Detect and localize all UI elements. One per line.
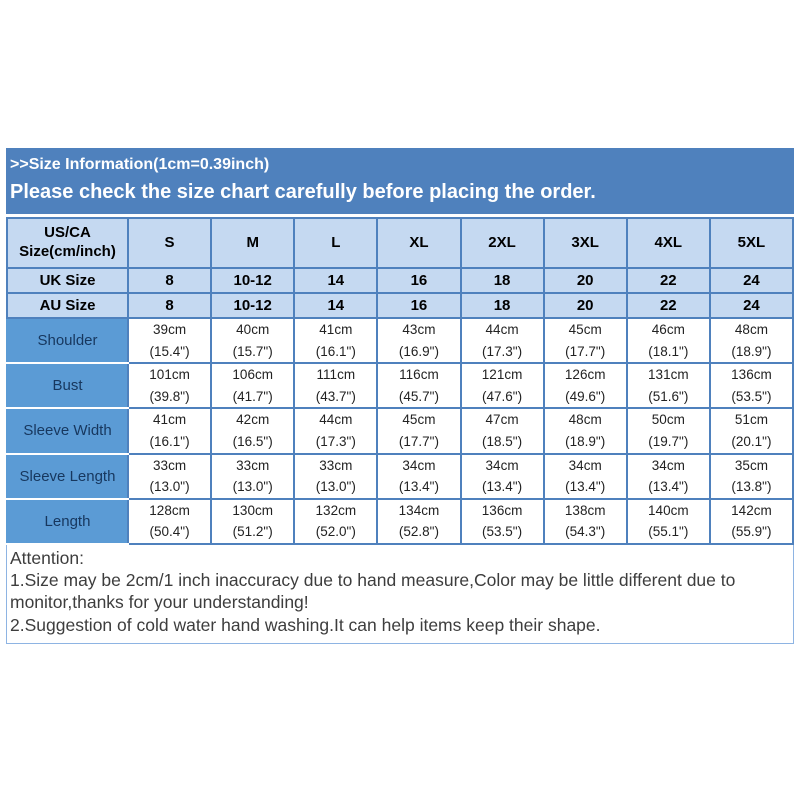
measure-cm-value: 101cm <box>149 367 190 383</box>
measure-cm-value: 51cm <box>734 412 768 428</box>
measure-inch-value: (16.1") <box>149 433 190 449</box>
size-row <box>7 268 793 293</box>
measure-inch-value: (51.6") <box>648 388 689 404</box>
measure-cm-value: 111cm <box>316 367 356 383</box>
measure-inch-value: (45.7") <box>398 388 439 404</box>
measure-row-label: Length <box>7 499 128 544</box>
measure-value-cell <box>377 408 460 453</box>
measure-value-cell <box>461 454 544 499</box>
measure-cm-value: 43cm <box>402 322 436 337</box>
measure-cm-value: 140cm <box>648 502 689 518</box>
measure-cm-value: 46cm <box>651 322 685 337</box>
corner-header-cell: US/CA Size(cm/inch) <box>7 218 128 268</box>
measure-cm-value: 47cm <box>485 412 519 428</box>
size-column-header: L <box>294 218 377 268</box>
measure-value-cell <box>128 363 211 408</box>
measure-value-cell <box>544 454 627 499</box>
measure-row-label: Sleeve Width <box>7 408 128 453</box>
size-row <box>7 293 793 318</box>
size-row-label: AU Size <box>7 293 128 318</box>
size-value-cell: 24 <box>710 293 793 318</box>
measure-value-cell <box>128 318 211 363</box>
measure-inch-value: (43.7") <box>315 388 356 404</box>
measure-cm-value: 126cm <box>564 367 606 383</box>
measure-inch-value: (50.4") <box>149 524 190 540</box>
size-value-cell: 16 <box>377 268 460 293</box>
measure-value-cell <box>294 408 377 453</box>
measure-inch-value: (54.3") <box>565 524 606 540</box>
measure-inch-value: (20.1") <box>731 433 772 449</box>
measure-inch-value: (13.0") <box>315 479 356 495</box>
size-row-label: UK Size <box>7 268 128 293</box>
measure-inch-value: (53.5") <box>731 388 772 404</box>
measure-cm-value: 132cm <box>315 502 357 518</box>
measure-value-cell <box>211 499 294 544</box>
measure-inch-value: (13.4") <box>648 479 689 495</box>
measure-cm-value: 138cm <box>564 502 606 518</box>
measure-cm-value: 41cm <box>153 412 187 428</box>
attention-line-2: 2.Suggestion of cold water hand washing.It can help items keep their shape. <box>10 614 601 635</box>
size-value-cell: 22 <box>627 268 710 293</box>
size-column-header: M <box>211 218 294 268</box>
measure-inch-value: (17.3") <box>315 433 356 449</box>
measure-cm-value: 121cm <box>481 367 523 383</box>
size-value-cell: 18 <box>461 293 544 318</box>
measure-cm-value: 35cm <box>734 457 768 473</box>
measure-value-cell <box>211 318 294 363</box>
size-value-cell: 18 <box>461 268 544 293</box>
measure-row-label: Bust <box>7 363 128 408</box>
measure-cm-value: 106cm <box>232 367 273 383</box>
measure-inch-value: (18.9") <box>731 343 772 359</box>
measure-inch-value: (55.1") <box>648 524 689 540</box>
measure-inch-value: (51.2") <box>232 524 273 540</box>
size-column-header: 2XL <box>461 218 544 268</box>
measure-inch-value: (13.4") <box>398 479 439 495</box>
size-value-cell: 8 <box>128 268 211 293</box>
measure-inch-value: (17.7") <box>398 433 439 449</box>
measure-cm-value: 116cm <box>399 367 439 383</box>
size-info-banner <box>6 148 794 214</box>
size-value-cell: 22 <box>627 293 710 318</box>
measure-row <box>7 499 793 544</box>
size-table-body <box>7 268 793 544</box>
size-value-cell: 10-12 <box>211 268 294 293</box>
measure-cm-value: 34cm <box>402 457 436 473</box>
measure-row-label: Shoulder <box>7 318 128 363</box>
measure-cm-value: 48cm <box>734 322 768 337</box>
measure-value-cell <box>627 318 710 363</box>
measure-value-cell <box>544 363 627 408</box>
size-value-cell: 20 <box>544 293 627 318</box>
measure-value-cell <box>627 363 710 408</box>
measure-inch-value: (18.5") <box>482 433 523 449</box>
measure-inch-value: (15.4") <box>149 343 190 359</box>
measure-value-cell <box>710 363 793 408</box>
measure-row-label: Sleeve Length <box>7 454 128 499</box>
measure-inch-value: (18.9") <box>565 433 606 449</box>
measure-value-cell <box>294 318 377 363</box>
measure-value-cell <box>710 318 793 363</box>
measure-cm-value: 134cm <box>398 502 440 518</box>
measure-cm-value: 34cm <box>485 457 519 473</box>
measure-value-cell <box>461 363 544 408</box>
size-value-cell: 16 <box>377 293 460 318</box>
measure-inch-value: (55.9") <box>731 524 772 540</box>
measure-value-cell <box>710 408 793 453</box>
measure-value-cell <box>128 454 211 499</box>
measure-cm-value: 48cm <box>568 412 602 428</box>
size-value-cell: 20 <box>544 268 627 293</box>
measure-cm-value: 33cm <box>236 457 270 473</box>
measure-value-cell <box>627 499 710 544</box>
measure-inch-value: (16.9") <box>398 343 439 359</box>
measure-value-cell <box>294 363 377 408</box>
size-info-subtitle: Please check the size chart carefully before placing the order. <box>10 181 596 203</box>
measure-value-cell <box>627 454 710 499</box>
measure-inch-value: (52.0") <box>315 524 356 540</box>
size-value-cell: 10-12 <box>211 293 294 318</box>
measure-value-cell <box>627 408 710 453</box>
measure-inch-value: (13.8") <box>731 479 772 495</box>
measure-cm-value: 131cm <box>648 367 689 383</box>
measure-inch-value: (52.8") <box>398 524 439 540</box>
size-value-cell: 8 <box>128 293 211 318</box>
measure-cm-value: 33cm <box>153 457 187 473</box>
attention-heading: Attention: <box>10 547 84 568</box>
measure-row <box>7 363 793 408</box>
measure-value-cell <box>211 363 294 408</box>
measure-value-cell <box>211 454 294 499</box>
measure-cm-value: 42cm <box>236 412 270 428</box>
size-column-header: 4XL <box>627 218 710 268</box>
measure-value-cell <box>128 408 211 453</box>
measure-inch-value: (16.5") <box>232 433 273 449</box>
measure-cm-value: 45cm <box>568 322 602 337</box>
size-column-header: 5XL <box>710 218 793 268</box>
measure-value-cell <box>294 499 377 544</box>
measure-cm-value: 136cm <box>481 502 523 518</box>
size-info-title: >>Size Information(1cm=0.39inch) <box>10 156 270 173</box>
measure-inch-value: (13.0") <box>149 479 190 495</box>
measure-value-cell <box>211 408 294 453</box>
measure-value-cell <box>544 408 627 453</box>
measure-inch-value: (19.7") <box>648 433 689 449</box>
measure-cm-value: 34cm <box>651 457 685 473</box>
attention-note <box>6 545 794 644</box>
measure-inch-value: (17.3") <box>482 343 523 359</box>
size-column-header: XL <box>377 218 460 268</box>
size-column-header: 3XL <box>544 218 627 268</box>
measure-cm-value: 44cm <box>485 322 519 337</box>
measure-value-cell <box>128 499 211 544</box>
size-value-cell: 14 <box>294 268 377 293</box>
measure-value-cell <box>461 318 544 363</box>
measure-value-cell <box>294 454 377 499</box>
measure-inch-value: (13.0") <box>232 479 273 495</box>
size-value-cell: 14 <box>294 293 377 318</box>
measure-inch-value: (18.1") <box>648 343 689 359</box>
measure-row <box>7 454 793 499</box>
measure-value-cell <box>710 499 793 544</box>
measure-value-cell <box>461 408 544 453</box>
measure-cm-value: 142cm <box>731 502 772 518</box>
measure-inch-value: (47.6") <box>482 388 523 404</box>
measure-inch-value: (13.4") <box>482 479 523 495</box>
measure-cm-value: 39cm <box>153 322 187 337</box>
measure-inch-value: (17.7") <box>565 343 606 359</box>
measure-value-cell <box>461 499 544 544</box>
measure-cm-value: 40cm <box>236 322 270 337</box>
measure-cm-value: 41cm <box>319 322 353 337</box>
measure-row <box>7 318 793 363</box>
size-table-head <box>7 218 793 268</box>
measure-value-cell <box>544 318 627 363</box>
measure-value-cell <box>377 499 460 544</box>
measure-value-cell <box>544 499 627 544</box>
measure-value-cell <box>377 454 460 499</box>
measure-value-cell <box>377 318 460 363</box>
size-column-header: S <box>128 218 211 268</box>
size-table <box>6 217 794 545</box>
measure-cm-value: 128cm <box>149 502 190 518</box>
measure-value-cell <box>710 454 793 499</box>
measure-inch-value: (49.6") <box>565 388 606 404</box>
measure-inch-value: (15.7") <box>232 343 273 359</box>
measure-row <box>7 408 793 453</box>
measure-value-cell <box>377 363 460 408</box>
size-info-sheet <box>6 148 794 644</box>
measure-cm-value: 44cm <box>319 412 353 428</box>
measure-cm-value: 45cm <box>402 412 436 428</box>
measure-inch-value: (16.1") <box>315 343 356 359</box>
measure-cm-value: 136cm <box>731 367 772 383</box>
measure-inch-value: (39.8") <box>149 388 190 404</box>
measure-inch-value: (53.5") <box>482 524 523 540</box>
measure-cm-value: 34cm <box>568 457 602 473</box>
measure-cm-value: 130cm <box>232 502 273 518</box>
measure-inch-value: (41.7") <box>232 388 273 404</box>
measure-cm-value: 33cm <box>319 457 353 473</box>
attention-line-1: 1.Size may be 2cm/1 inch inaccuracy due to hand measure,Color may be little different due to monitor,thanks for your understanding! <box>10 570 736 613</box>
measure-cm-value: 50cm <box>651 412 685 428</box>
size-value-cell: 24 <box>710 268 793 293</box>
header-row <box>7 218 793 268</box>
measure-inch-value: (13.4") <box>565 479 606 495</box>
